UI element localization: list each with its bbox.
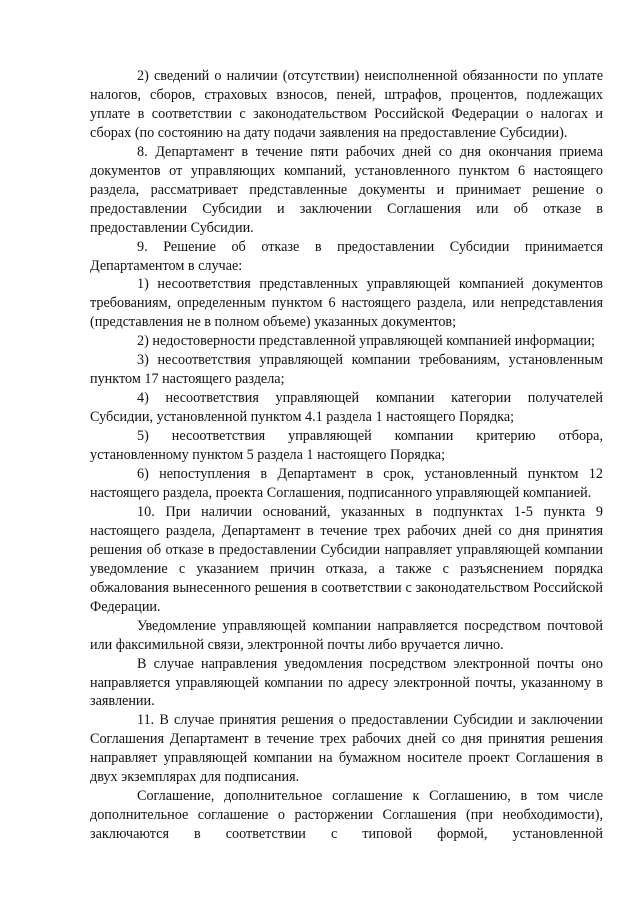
paragraph-item-9-sub-3: 3) несоответствия управляющей компании требованиям, установленным пунктом 17 настоящего раздела;: [90, 352, 603, 388]
paragraph-notice-delivery: Уведомление управляющей компании направляется посредством почтовой или факсимильной связи, электронной почты либо вручается лично.: [90, 617, 603, 653]
paragraph-item-10: 10. При наличии оснований, указанных в подпунктах 1-5 пункта 9 настоящего раздела, Департамент в течение трех рабочих дней со дня принятия решения об отказе в предоставлении Субсидии направляет управляющей компании уведомление с указанием причин отказа, а также с разъяснением порядка обжалования вынесенного решения в соответствии с законодательством Российской Федерации.: [90, 503, 603, 615]
paragraph-item-9: 9. Решение об отказе в предоставлении Субсидии принимается Департаментом в случае:: [90, 238, 603, 274]
paragraph-item-9-sub-4: 4) несоответствия управляющей компании категории получателей Субсидии, установленной пунктом 4.1 раздела 1 настоящего Порядка;: [90, 390, 603, 426]
paragraph-item-8: 8. Департамент в течение пяти рабочих дней со дня окончания приема документов от управляющих компаний, установленного пунктом 6 настоящего раздела, рассматривает представленные документы и принимает решение о предоставлении Субсидии и заключении Соглашения или об отказе в предоставлении Субсидии.: [90, 143, 603, 236]
paragraph-item-9-sub-5: 5) несоответствия управляющей компании критерию отбора, установленному пунктом 5 раздела 1 настоящего Порядка;: [90, 428, 603, 464]
paragraph-notice-email: В случае направления уведомления посредством электронной почты оно направляется управляющей компании по адресу электронной почты, указанному в заявлении.: [90, 655, 603, 710]
paragraph-tax-arrears-info: 2) сведений о наличии (отсутствии) неисполненной обязанности по уплате налогов, сборов, страховых взносов, пеней, штрафов, процентов, подлежащих уплате в соответствии с законодательством Российской Федерации о налогах и сборах (по состоянию на дату подачи заявления на предоставление Субсидии).: [90, 68, 603, 141]
document-page: [90, 67, 603, 844]
paragraph-agreement-form: Соглашение, дополнительное соглашение к Соглашению, в том числе дополнительное соглашение о расторжении Соглашения (при необходимости), заключаются в соответствии с типовой формой, установленной: [90, 788, 603, 843]
paragraph-item-9-sub-1: 1) несоответствия представленных управляющей компанией документов требованиям, определенным пунктом 6 настоящего раздела, или непредставления (представления не в полном объеме) указанных документов;: [90, 276, 603, 331]
paragraph-item-9-sub-6: 6) непоступления в Департамент в срок, установленный пунктом 12 настоящего раздела, проекта Соглашения, подписанного управляющей компанией.: [90, 466, 603, 501]
paragraph-item-9-sub-2: 2) недостоверности представленной управляющей компанией информации;: [137, 333, 595, 350]
paragraph-item-11: 11. В случае принятия решения о предоставлении Субсидии и заключении Соглашения Департамент в течение трех рабочих дней со дня принятия решения направляет управляющей компании на бумажном носителе проект Соглашения в двух экземплярах для подписания.: [90, 712, 603, 786]
